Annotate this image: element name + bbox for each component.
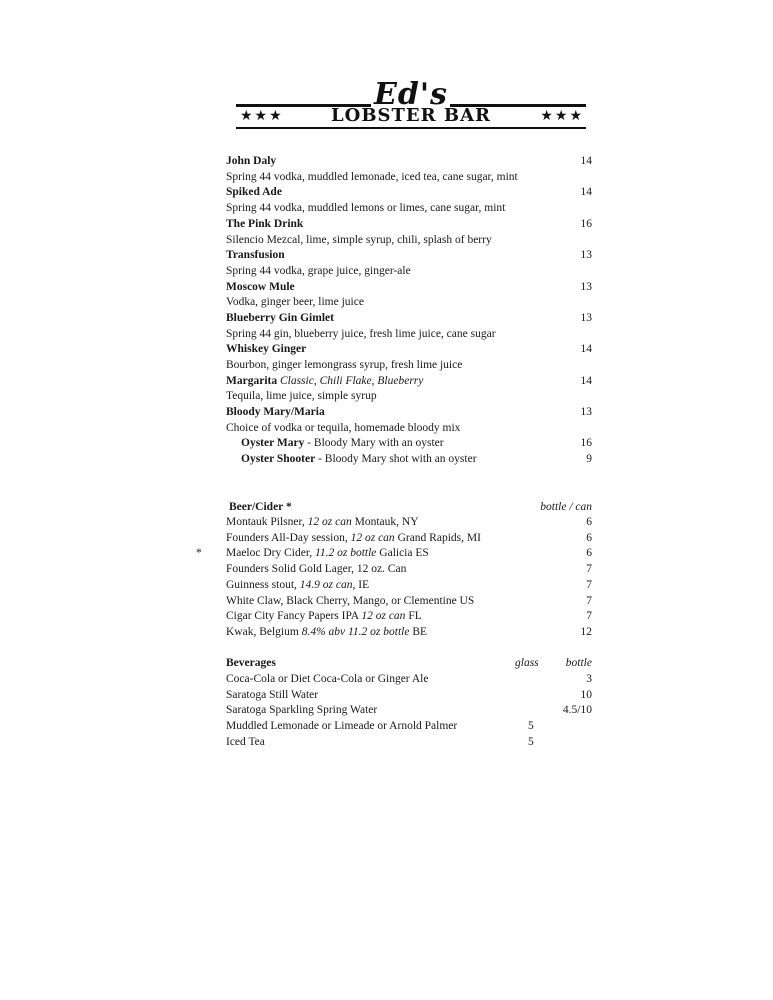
cocktail-price: 13	[580, 249, 592, 261]
extra-line	[226, 435, 444, 451]
beer-origin: Galicia ES	[376, 547, 429, 559]
beverage-name: Muddled Lemonade or Limeade or Arnold Palmer	[226, 720, 458, 732]
beer-size: 12 oz can	[307, 516, 352, 528]
cocktail-price: 13	[580, 312, 592, 324]
beer-price: 6	[586, 547, 592, 559]
list-item-desc	[226, 420, 592, 436]
list-item-desc	[226, 263, 592, 279]
list-item	[226, 404, 592, 420]
extra-name: Oyster Shooter	[241, 453, 316, 465]
cocktail-name-line	[226, 373, 423, 389]
beer-name: Montauk Pilsner,	[226, 516, 308, 528]
cocktail-desc: Bourbon, ginger lemongrass syrup, fresh lime juice	[226, 359, 463, 371]
cocktail-name: Moscow Mule	[226, 281, 295, 293]
cocktail-price: 14	[580, 155, 592, 167]
beer-name-line	[226, 593, 474, 609]
stars-right-icon: ★★★	[540, 108, 584, 124]
list-item	[226, 561, 592, 577]
beverage-glass-price: 5	[528, 736, 534, 748]
beer-name: Guinness stout,	[226, 579, 300, 591]
cocktail-price: 14	[580, 186, 592, 198]
beer-price: 7	[586, 579, 592, 591]
beer-name-line	[226, 545, 429, 561]
section-title: Beer/Cider *	[229, 501, 292, 513]
beer-name: Maeloc Dry Cider,	[226, 547, 315, 559]
glass-header: glass	[515, 657, 539, 669]
beer-name-line	[226, 577, 369, 593]
list-item	[226, 530, 592, 546]
beer-price: 7	[586, 610, 592, 622]
beer-origin: BE	[409, 626, 428, 638]
beer-name: Founders All-Day session,	[226, 532, 351, 544]
list-item-desc	[226, 388, 592, 404]
list-item-extra	[226, 435, 592, 451]
list-item	[226, 153, 592, 169]
list-item	[226, 216, 592, 232]
logo-rule-bottom	[236, 127, 586, 129]
logo-script: Ed's	[374, 77, 448, 112]
beer-size: 12 oz can	[361, 610, 406, 622]
cocktail-desc: Spring 44 vodka, muddled lemonade, iced tea, cane sugar, mint	[226, 171, 518, 183]
cocktail-desc: Spring 44 gin, blueberry juice, fresh lime juice, cane sugar	[226, 328, 496, 340]
extra-desc: - Bloody Mary shot with an oyster	[315, 453, 477, 465]
cocktail-price: 13	[580, 281, 592, 293]
cocktail-price: 13	[580, 406, 592, 418]
list-item	[226, 671, 592, 687]
cocktail-name: John Daly	[226, 155, 277, 167]
section-title: Beverages	[226, 657, 276, 669]
beer-name: Founders Solid Gold Lager, 12 oz. Can	[226, 563, 407, 575]
logo-name: LOBSTER BAR	[330, 105, 492, 126]
list-item-desc	[226, 200, 592, 216]
cocktail-name: Blueberry Gin Gimlet	[226, 312, 334, 324]
cocktail-price: 14	[580, 343, 592, 355]
beer-name: Cigar City Fancy Papers IPA	[226, 610, 362, 622]
list-item	[226, 608, 592, 624]
beverage-bottle-price: 3	[586, 673, 592, 685]
list-item	[226, 373, 592, 389]
beer-price: 7	[586, 595, 592, 607]
cocktail-desc: Vodka, ginger beer, lime juice	[226, 296, 364, 308]
beer-size: 14.9 oz can,	[299, 579, 356, 591]
list-item	[226, 279, 592, 295]
cocktail-name: Whiskey Ginger	[226, 343, 307, 355]
beer-price: 6	[586, 532, 592, 544]
beer-size: 12 oz can	[350, 532, 395, 544]
list-item	[226, 718, 592, 734]
unit-header: bottle / can	[540, 501, 592, 513]
list-item-desc	[226, 232, 592, 248]
cocktail-name: Spiked Ade	[226, 186, 282, 198]
section-header	[226, 499, 592, 515]
list-item	[226, 514, 592, 530]
section-header	[226, 655, 592, 671]
beer-name-line	[226, 530, 481, 546]
beer-size: 8.4% abv 11.2 oz bottle	[301, 626, 410, 638]
list-item	[226, 247, 592, 263]
list-item	[226, 624, 592, 640]
beverage-glass-price: 5	[528, 720, 534, 732]
cocktail-desc: Spring 44 vodka, grape juice, ginger-ale	[226, 265, 411, 277]
beer-name-line	[226, 624, 427, 640]
cocktail-name: Margarita	[226, 375, 278, 387]
cocktail-name: The Pink Drink	[226, 218, 304, 230]
cocktail-price: 14	[580, 375, 592, 387]
beverage-name: Coca-Cola or Diet Coca-Cola or Ginger Ale	[226, 673, 429, 685]
list-item	[226, 702, 592, 718]
asterisk-marker: *	[196, 547, 202, 559]
extra-price: 16	[580, 437, 592, 449]
beer-origin: FL	[405, 610, 422, 622]
logo	[236, 78, 586, 130]
beverage-name: Saratoga Sparkling Spring Water	[226, 704, 378, 716]
list-item	[226, 184, 592, 200]
list-item-desc	[226, 326, 592, 342]
cocktail-variants: Classic, Chili Flake, Blueberry	[279, 375, 424, 387]
cocktail-price: 16	[580, 218, 592, 230]
beverage-name: Saratoga Still Water	[226, 689, 319, 701]
extra-name: Oyster Mary	[241, 437, 305, 449]
extra-price: 9	[586, 453, 592, 465]
cocktail-name: Bloody Mary/Maria	[226, 406, 325, 418]
beer-name: White Claw, Black Cherry, Mango, or Clementine US	[226, 595, 475, 607]
beer-origin: Grand Rapids, MI	[394, 532, 481, 544]
list-item	[226, 577, 592, 593]
beer-name: Kwak, Belgium	[226, 626, 302, 638]
list-item	[226, 734, 592, 750]
beverage-bottle-price: 10	[580, 689, 592, 701]
list-item-desc	[226, 357, 592, 373]
list-item	[226, 341, 592, 357]
bottle-header: bottle	[565, 657, 592, 669]
cocktail-desc: Tequila, lime juice, simple syrup	[226, 390, 377, 402]
beer-price: 6	[586, 516, 592, 528]
list-item	[226, 545, 592, 561]
list-item	[226, 593, 592, 609]
cocktail-desc: Choice of vodka or tequila, homemade bloody mix	[226, 422, 461, 434]
list-item	[226, 310, 592, 326]
extra-desc: - Bloody Mary with an oyster	[304, 437, 444, 449]
cocktail-desc: Silencio Mezcal, lime, simple syrup, chili, splash of berry	[226, 234, 492, 246]
list-item	[226, 687, 592, 703]
cocktail-desc: Spring 44 vodka, muddled lemons or limes, cane sugar, mint	[226, 202, 506, 214]
beer-name-line	[226, 514, 419, 530]
beer-name-line	[226, 608, 422, 624]
list-item-desc	[226, 294, 592, 310]
beer-price: 7	[586, 563, 592, 575]
beer-size: 11.2 oz bottle	[314, 547, 377, 559]
beer-price: 12	[580, 626, 592, 638]
list-item-desc	[226, 169, 592, 185]
beverage-bottle-price: 4.5/10	[562, 704, 592, 716]
extra-line	[226, 451, 477, 467]
beverage-name: Iced Tea	[226, 736, 265, 748]
beer-origin: IE	[355, 579, 370, 591]
cocktail-name: Transfusion	[226, 249, 285, 261]
stars-left-icon: ★★★	[240, 108, 284, 124]
list-item-extra	[226, 451, 592, 467]
beer-name-line	[226, 561, 406, 577]
beer-origin: Montauk, NY	[351, 516, 419, 528]
